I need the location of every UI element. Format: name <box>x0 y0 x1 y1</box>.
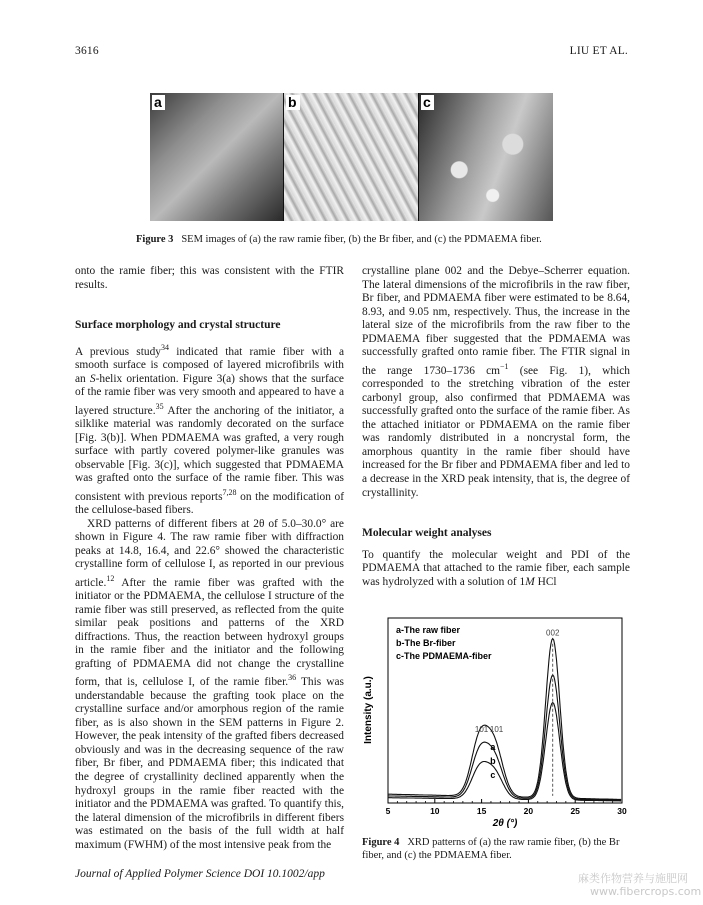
running-head-authors: LIU ET AL. <box>569 45 628 57</box>
ref-35: 35 <box>155 401 164 411</box>
paragraph-continued: onto the ramie fiber; this was consistent with the FTIR results. <box>75 265 344 291</box>
figure4-xrd-chart <box>362 615 632 830</box>
sem-panel-b <box>284 93 418 221</box>
legend-entry: b-The Br-fiber <box>396 638 456 648</box>
xrd-curve-b <box>388 675 621 800</box>
x-tick-label: 5 <box>385 806 391 816</box>
figure4-caption-text: XRD patterns of (a) the raw ramie fiber, (b) the Br fiber, and (c) the PDMAEMA fiber. <box>362 837 620 861</box>
peak-label: 002 <box>546 628 560 638</box>
ref-34: 34 <box>161 342 169 352</box>
doi: DOI 10.1002/app <box>240 868 325 880</box>
sem-panel-a <box>150 93 283 221</box>
watermark-line2: www.fibercrops.com <box>590 885 702 898</box>
right-column <box>362 265 630 589</box>
x-tick-label: 15 <box>476 806 487 816</box>
legend-entry: c-The PDMAEMA-fiber <box>396 651 492 661</box>
figure4-caption <box>362 836 630 862</box>
x-axis-label: 2θ (°) <box>492 818 518 829</box>
legend-entry: a-The raw fiber <box>396 625 461 635</box>
paragraph-molecular-weight: To quantify the molecular weight and PDI of the PDMAEMA that attached to the ramie fiber, each sample was hydrolyzed with a solution of 1M HCl <box>362 548 630 588</box>
ref-7-28: 7,28 <box>222 487 237 497</box>
peak-label: 101 <box>489 725 504 735</box>
section-heading-surface-morphology: Surface morphology and crystal structure <box>75 319 281 332</box>
ref-12: 12 <box>106 573 115 583</box>
page-number: 3616 <box>75 45 99 57</box>
y-axis-label: Intensity (a.u.) <box>363 676 374 744</box>
panel-label-c: c <box>421 95 434 110</box>
curve-label: c <box>490 770 496 781</box>
figure3-caption <box>136 233 586 246</box>
journal-name: Journal of Applied Polymer Science <box>75 868 241 880</box>
left-column <box>75 265 344 852</box>
x-tick-label: 30 <box>617 806 627 816</box>
figure3-sem-images <box>150 93 553 221</box>
figure3-caption-text: SEM images of (a) the raw ramie fiber, (b) the Br fiber, and (c) the PDMAEMA fiber. <box>181 234 542 245</box>
panel-label-b: b <box>286 95 300 110</box>
paragraph-surface-morphology: A previous study$^{34}$ indicated that ramie fiber with a smooth surface is composed of layered microfibrils with an S-helix orientation. Figure 3(a) shows that the surface of the ramie fiber was very smooth and appeared to have a layered structure.$^{35}$ After the anchoring of the initiator, a silklike material was randomly decorated on the surface [Fig. 3(b)]. When PDMAEMA was grafted, a very rough surface with partly covered polymer-like granules was observable [Fig. 3(c)], which suggested that PDMAEMA was grafted onto the surface of the ramie fiber. This was consistent with previous reports$^{7,28}$ on the modification of the cellulose-based fibers. <box>75 342 345 517</box>
figure3-caption-label: Figure 3 <box>136 234 174 245</box>
x-tick-label: 20 <box>523 806 534 816</box>
sem-panel-c <box>419 93 553 221</box>
page-footer <box>75 868 325 880</box>
unit-superscript: −1 <box>500 361 509 371</box>
paragraph-xrd-patterns: XRD patterns of different fibers at 2θ of 5.0–30.0° are shown in Figure 4. The raw ramie fiber with diffraction peaks at 14.8, 16.4, and 22.6° showed the characteristic crystalline form of cellulose I, as reported in our previous article.$^{12}$ After the ramie fiber was grafted with the initiator or the PDMAEMA, the cellulose I structure of the ramie fiber was still preserved, as reflected from the quite similar peak positions and patterns of the XRD diffractions. Thus, the reaction between hydroxyl groups in the ramie fiber and the initiator and the following grafting of PDMAEMA did not change the crystalline form, that is, cellulose I, of the ramie fiber.$^{36}$ This was understandable because the grafting took place on the crystalline surface and/or amorphous region of the ramie fiber, as is also shown in the SEM patterns in Figure 2. However, the peak intensity of the grafted fibers decreased obviously and was in the decreasing sequence of the raw fiber, Br fiber, and PDMAEMA fiber; this indicated that the degree of crystallinity declined apparently when the hydroxyl groups in the ramie fiber reacted with the initiator and the PDMAEMA was grafted. To quantify this, the lateral dimension of the microfibrils in different fibers was estimated on the basis of the full width at half maximum (FWHM) of the most intensive peak from the <box>75 517 344 851</box>
paragraph-crystal-size: crystalline plane 002 and the Debye–Scherrer equation. The lateral dimensions of the microfibrils in the raw fiber, Br fiber, and PDMAEMA fiber were estimated to be 8.64, 8.93, and 9.05 nm, respectively. Thus, the increase in the lateral size of the microfibrils from the raw fiber to the PDMAEMA fiber suggested that the PDMAEMA was successfully grafted onto ramie fiber. The FTIR signal in the range 1730–1736 $cm^{-1}$ (see Fig. 1), which corresponded to the stretching vibration of the ester carbonyl group, also confirmed that PDMAEMA was successfully grafted onto the surface of the ramie fiber. As the attached initiator or PDMAEMA on the ramie fiber was randomly distributed in a noncrystal form, the amorphous quantity in the ramie fiber should have increased for the Br fiber and PDMAEMA fiber and led to a decrease in the XRD peak intensity, that is, the degree of crystallinity. <box>362 265 630 499</box>
curve-label: b <box>490 756 496 767</box>
figure4-caption-label: Figure 4 <box>362 837 400 848</box>
x-tick-label: 10 <box>430 806 440 816</box>
xrd-curve-a <box>388 639 621 800</box>
peak-label: 101 <box>474 725 489 735</box>
watermark-line1: 麻类作物营养与施肥网 <box>578 872 688 885</box>
xrd-curve-c <box>388 703 621 801</box>
curve-label: a <box>490 741 496 752</box>
section-heading-molecular-weight: Molecular weight analyses <box>362 527 492 540</box>
ref-36: 36 <box>288 673 297 683</box>
panel-label-a: a <box>152 95 165 110</box>
x-tick-label: 25 <box>570 806 580 816</box>
